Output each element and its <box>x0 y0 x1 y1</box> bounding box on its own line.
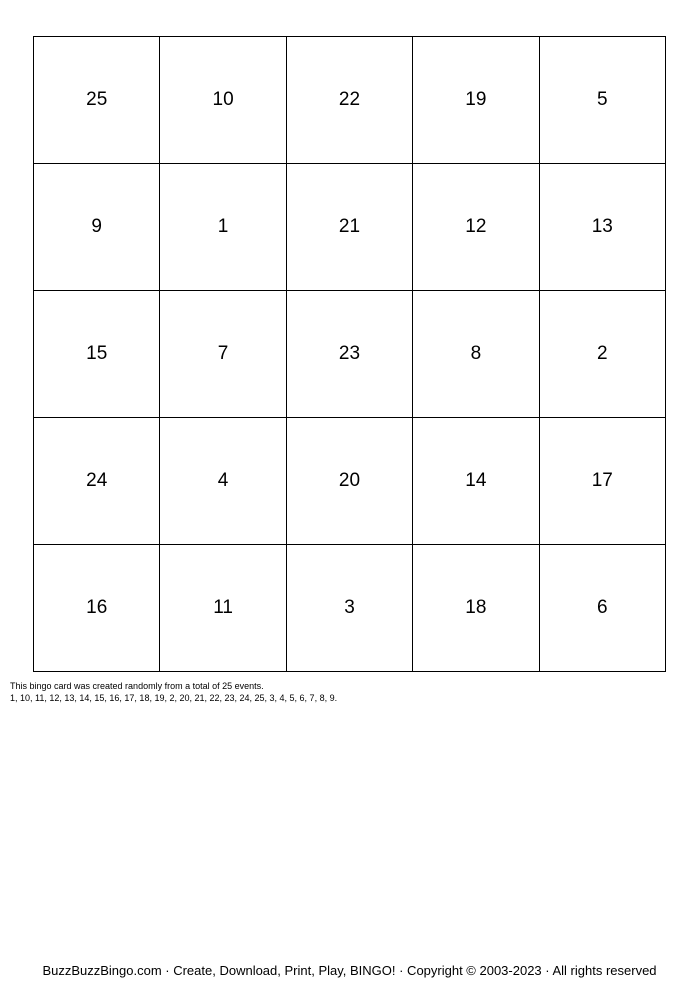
bingo-row <box>34 164 666 291</box>
bingo-cell: 13 <box>539 164 665 291</box>
bingo-cell: 4 <box>160 418 286 545</box>
bingo-cell: 24 <box>34 418 160 545</box>
bingo-cell: 12 <box>413 164 539 291</box>
bingo-cell: 19 <box>413 37 539 164</box>
bingo-row <box>34 418 666 545</box>
bingo-cell: 9 <box>34 164 160 291</box>
bingo-cell: 22 <box>286 37 412 164</box>
bingo-cell: 5 <box>539 37 665 164</box>
bingo-row <box>34 37 666 164</box>
bingo-cell: 25 <box>34 37 160 164</box>
bingo-cell: 16 <box>34 545 160 672</box>
bingo-card <box>33 36 666 672</box>
bingo-cell: 8 <box>413 291 539 418</box>
bingo-cell: 11 <box>160 545 286 672</box>
footer-text: BuzzBuzzBingo.com · Create, Download, Print, Play, BINGO! · Copyright © 2003-2023 · All rights reserved <box>42 963 657 978</box>
bingo-row <box>34 291 666 418</box>
bingo-cell: 2 <box>539 291 665 418</box>
bingo-cell: 7 <box>160 291 286 418</box>
bingo-cell: 20 <box>286 418 412 545</box>
bingo-cell: 23 <box>286 291 412 418</box>
bingo-cell: 6 <box>539 545 665 672</box>
bingo-row <box>34 545 666 672</box>
event-list-text: 1, 10, 11, 12, 13, 14, 15, 16, 17, 18, 19, 2, 20, 21, 22, 23, 24, 25, 3, 4, 5, 6, 7, 8, 9. <box>10 693 338 703</box>
bingo-cell: 17 <box>539 418 665 545</box>
card-info-text: This bingo card was created randomly from a total of 25 events. <box>10 681 264 691</box>
bingo-cell: 10 <box>160 37 286 164</box>
bingo-cell: 3 <box>286 545 412 672</box>
bingo-cell: 1 <box>160 164 286 291</box>
bingo-cell: 14 <box>413 418 539 545</box>
bingo-cell: 21 <box>286 164 412 291</box>
bingo-cell: 15 <box>34 291 160 418</box>
bingo-cell: 18 <box>413 545 539 672</box>
